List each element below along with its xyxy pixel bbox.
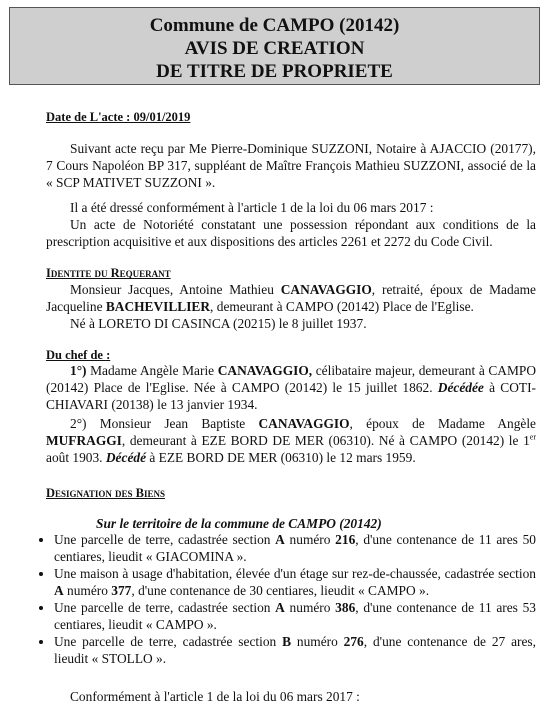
parcel-text-b: numéro bbox=[63, 583, 112, 598]
parcel-item bbox=[54, 565, 536, 599]
parcel-text-b: numéro bbox=[291, 634, 344, 649]
parcel-item bbox=[54, 599, 536, 633]
chef-item-2-text-e: à EZE BORD DE MER (06310) le 12 mars 1959. bbox=[146, 450, 416, 465]
parcel-section: B bbox=[282, 634, 292, 649]
chef-item-2 bbox=[46, 415, 536, 466]
notice-title: AVIS DE CREATION bbox=[184, 38, 365, 59]
chef-item-2-sup: er bbox=[529, 432, 536, 442]
chef-item-2-name: CANAVAGGIO bbox=[258, 416, 350, 431]
requerant-text-b: , retraité, époux de Madame Jacqueline bbox=[46, 282, 536, 314]
chef-item-1 bbox=[46, 362, 536, 413]
biens-heading bbox=[46, 484, 536, 502]
territory-line: Sur le territoire de la commune de CAMPO (20142) bbox=[96, 516, 382, 531]
parcel-number: 276 bbox=[343, 634, 364, 649]
parcel-text-b: numéro bbox=[284, 532, 336, 547]
chef-item-1-text-a: Madame Angèle Marie bbox=[86, 363, 218, 378]
footer-line: Conformément à l'article 1 de la loi du 06 mars 2017 : bbox=[70, 689, 360, 704]
parcel-text-b: numéro bbox=[284, 600, 336, 615]
requerant-birth: Né à LORETO DI CASINCA (20215) le 8 juillet 1937. bbox=[70, 316, 367, 331]
parcel-item bbox=[54, 531, 536, 565]
chef-heading-label: Du chef de : bbox=[46, 348, 111, 362]
notice-subtitle: DE TITRE DE PROPRIETE bbox=[156, 61, 393, 82]
chef-item-2-deceased: Décédé bbox=[105, 450, 147, 465]
requerant-heading-label: Identite du Requerant bbox=[46, 266, 171, 280]
chef-item-2-text-a: 2°) Monsieur Jean Baptiste bbox=[70, 416, 259, 431]
spouse-name: BACHEVILLIER bbox=[105, 299, 211, 314]
parcel-text-c: , d'une contenance de 27 ares, lieudit « STOLLO ». bbox=[54, 634, 536, 666]
requerant-name: CANAVAGGIO bbox=[280, 282, 372, 297]
parcel-text-c: , d'une contenance de 30 centiares, lieudit « CAMPO ». bbox=[131, 583, 430, 598]
article-line: Il a été dressé conformément à l'article 1 de la loi du 06 mars 2017 : bbox=[70, 200, 434, 215]
parcel-text-c: , d'une contenance de 11 ares 50 centiares, lieudit « GIACOMINA ». bbox=[54, 532, 536, 564]
parcel-section: A bbox=[275, 600, 285, 615]
requerant-paragraph bbox=[46, 281, 536, 315]
parcel-number: 377 bbox=[111, 583, 132, 598]
parcel-section: A bbox=[275, 532, 285, 547]
chef-item-1-number: 1°) bbox=[70, 363, 87, 378]
act-date-label: Date de L'acte : 09/01/2019 bbox=[46, 110, 191, 124]
biens-heading-label: Designation des Biens bbox=[46, 486, 165, 500]
parcel-list bbox=[36, 531, 536, 667]
requerant-heading bbox=[46, 264, 536, 282]
document-header bbox=[9, 7, 540, 85]
commune-title: Commune de CAMPO (20142) bbox=[149, 15, 400, 36]
parcel-number: 216 bbox=[335, 532, 356, 547]
intro-paragraph: Suivant acte reçu par Me Pierre-Dominique SUZZONI, Notaire à AJACCIO (20177), 7 Cours Napoléon BP 317, suppléant de Maître François Mathieu SUZZONI, associé de la « SCP MATIVET SUZZONI ». bbox=[46, 141, 536, 190]
parcel-text-a: Une maison à usage d'habitation, élevée d'un étage sur rez-de-chaussée, cadastrée section bbox=[54, 566, 536, 581]
notoriety-paragraph: Un acte de Notoriété constatant une possession répondant aux conditions de la prescription acquisitive et aux dispositions des articles 2261 et 2272 du Code Civil. bbox=[46, 217, 536, 249]
parcel-text-a: Une parcelle de terre, cadastrée section bbox=[54, 600, 276, 615]
requerant-text-c: , demeurant à CAMPO (20142) Place de l'Eglise. bbox=[210, 299, 474, 314]
biens-list bbox=[36, 531, 536, 667]
chef-item-2-text-c: , demeurant à EZE BORD DE MER (06310). Né à CAMPO (20142) le 1 bbox=[121, 433, 530, 448]
chef-item-2-text-d: août 1903. bbox=[46, 450, 106, 465]
chef-item-1-deceased: Décédée bbox=[437, 380, 484, 395]
chef-item-1-name: CANAVAGGIO, bbox=[217, 363, 313, 378]
parcel-number: 386 bbox=[335, 600, 356, 615]
chef-item-1-text-c: à COTI-CHIAVARI (20138) le 13 janvier 1934. bbox=[46, 380, 536, 412]
parcel-section: A bbox=[54, 583, 64, 598]
requerant-text-a: Monsieur Jacques, Antoine Mathieu bbox=[70, 282, 281, 297]
parcel-item bbox=[54, 633, 536, 667]
chef-item-2-text-b: , époux de Madame Angèle bbox=[349, 416, 536, 431]
parcel-text-a: Une parcelle de terre, cadastrée section bbox=[54, 532, 276, 547]
parcel-text-c: , d'une contenance de 11 ares 53 centiares, lieudit « CAMPO ». bbox=[54, 600, 536, 632]
parcel-text-a: Une parcelle de terre, cadastrée section bbox=[54, 634, 283, 649]
chef-item-2-spouse: MUFRAGGI bbox=[46, 433, 122, 448]
act-date bbox=[46, 108, 536, 126]
chef-item-1-text-b: célibataire majeur, demeurant à CAMPO (20142) Place de l'Eglise. Née à CAMPO (20142) le 15 juillet 1862. bbox=[46, 363, 537, 395]
